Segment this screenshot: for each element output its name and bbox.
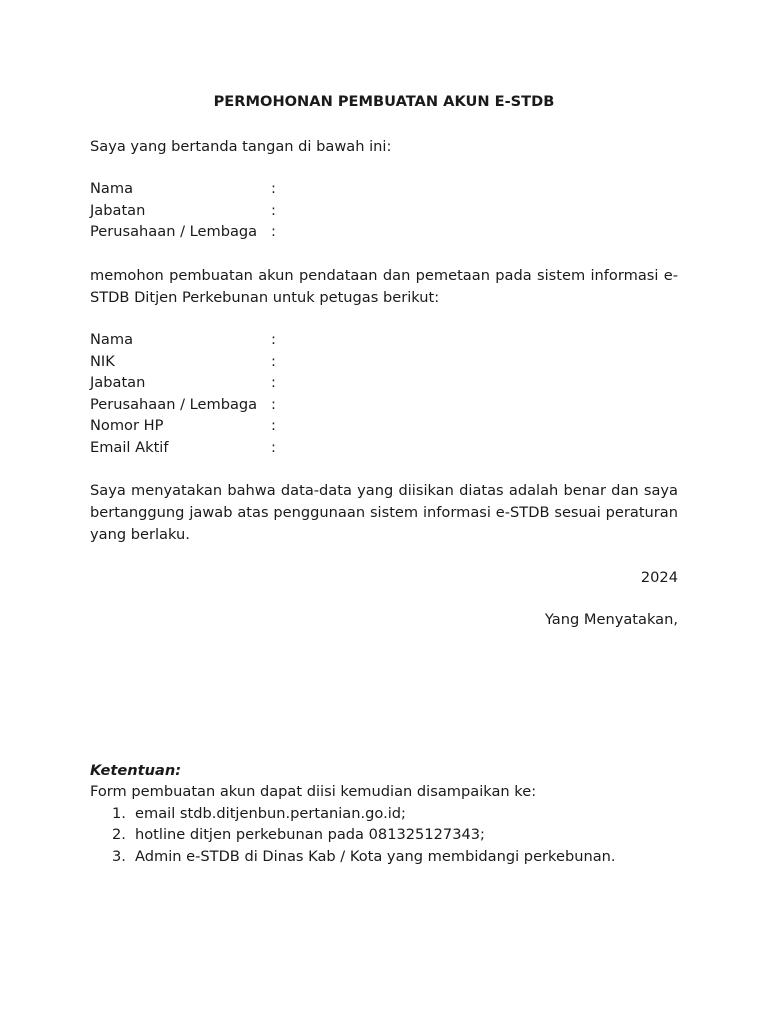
officer-field-nik [90,351,390,373]
officer-field-nama [90,329,390,351]
field-label: Nama [90,180,134,197]
list-number: 1. [112,805,126,822]
field-label: Nomor HP [90,417,164,434]
ketentuan-intro: Form pembuatan akun dapat diisi kemudian disampaikan ke: [90,783,537,800]
field-label: NIK [90,353,115,370]
applicant-field-nama [90,178,390,200]
field-label: Perusahaan / Lembaga [90,396,258,413]
applicant-field-jabatan [90,200,390,222]
field-label: Jabatan [90,374,146,391]
applicant-field-perusahaan [90,221,390,243]
intro-text: Saya yang bertanda tangan di bawah ini: [90,138,392,155]
field-label: Email Aktif [90,439,169,456]
list-number: 3. [112,848,126,865]
request-text: memohon pembuatan akun pendataan dan pemetaan pada sistem informasi e-STDB Ditjen Perkebunan untuk petugas berikut: [90,267,678,306]
document-title: PERMOHONAN PEMBUATAN AKUN E-STDB [213,93,555,110]
field-colon: : [271,223,276,240]
field-colon: : [271,353,276,370]
list-text: email stdb.ditjenbun.pertanian.go.id; [135,805,406,822]
year-text: 2024 [640,569,678,586]
list-text: hotline ditjen perkebunan pada 081325127343; [135,826,485,843]
field-colon: : [271,439,276,456]
field-colon: : [271,374,276,391]
field-label: Nama [90,331,134,348]
field-colon: : [271,417,276,434]
list-number: 2. [112,826,126,843]
field-colon: : [271,331,276,348]
field-label: Perusahaan / Lembaga [90,223,258,240]
field-colon: : [271,396,276,413]
officer-field-nomor-hp [90,415,390,437]
field-label: Jabatan [90,202,146,219]
signatory-text: Yang Menyatakan, [544,611,678,628]
list-text: Admin e-STDB di Dinas Kab / Kota yang membidangi perkebunan. [135,848,616,865]
statement-text: Saya menyatakan bahwa data-data yang diisikan diatas adalah benar dan saya bertanggung jawab atas penggunaan sistem informasi e-STDB sesuai peraturan yang berlaku. [90,482,678,543]
field-colon: : [271,202,276,219]
ketentuan-heading: Ketentuan: [90,762,182,779]
field-colon: : [271,180,276,197]
officer-field-email [90,437,390,459]
officer-field-perusahaan [90,394,390,416]
officer-field-jabatan [90,372,390,394]
